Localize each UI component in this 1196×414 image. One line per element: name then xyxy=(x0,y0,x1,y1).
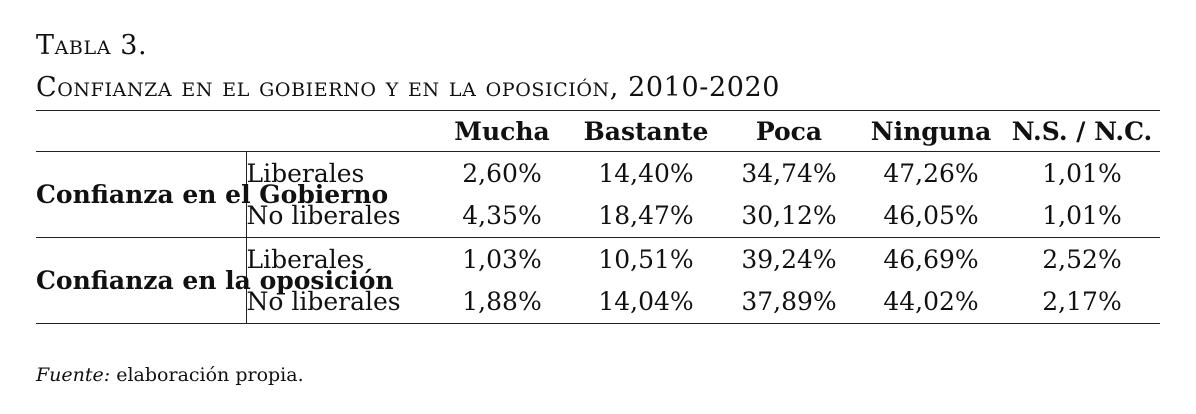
column-header: Bastante xyxy=(583,116,709,146)
table-row xyxy=(36,152,1160,195)
row-label: No liberales xyxy=(246,201,401,231)
table-cell: 1,03% xyxy=(462,244,542,274)
row-label: No liberales xyxy=(246,287,401,317)
table-cell: 2,17% xyxy=(1042,287,1122,317)
table-cell: 4,35% xyxy=(462,201,542,231)
confidence-table xyxy=(36,110,1160,324)
header-empty-sub xyxy=(246,111,432,152)
table-cell: 14,04% xyxy=(598,287,694,317)
table-cell: 10,51% xyxy=(598,244,694,274)
table-cell: 39,24% xyxy=(741,244,837,274)
column-header: Ninguna xyxy=(870,116,992,146)
table-cell: 1,01% xyxy=(1042,201,1122,231)
table-cell: 34,74% xyxy=(741,158,837,188)
row-label: Liberales xyxy=(246,244,365,274)
table-number: Tabla 3. xyxy=(36,30,148,61)
column-header: Poca xyxy=(755,116,823,146)
table-cell: 30,12% xyxy=(741,201,837,231)
table-cell: 47,26% xyxy=(883,158,979,188)
table-cell: 46,05% xyxy=(883,201,979,231)
table-cell: 37,89% xyxy=(741,287,837,317)
table-cell: 44,02% xyxy=(883,287,979,317)
header-empty-group xyxy=(36,111,246,152)
header-row xyxy=(36,111,1160,152)
source-note xyxy=(36,364,304,386)
table-cell: 14,40% xyxy=(598,158,694,188)
table-cell: 2,60% xyxy=(462,158,542,188)
row-group-label: Confianza en el Gobierno xyxy=(36,152,246,238)
table-cell: 1,01% xyxy=(1042,158,1122,188)
table-cell: 18,47% xyxy=(598,201,694,231)
table-title: Confianza en el gobierno y en la oposición, 2010-2020 xyxy=(36,72,781,103)
column-header: N.S. / N.C. xyxy=(1011,116,1153,146)
table-cell: 2,52% xyxy=(1042,244,1122,274)
table-cell: 1,88% xyxy=(462,287,542,317)
source-label: Fuente: xyxy=(36,364,111,386)
table-cell: 46,69% xyxy=(883,244,979,274)
table-row xyxy=(36,238,1160,281)
row-group-label: Confianza en la oposición xyxy=(36,238,246,324)
row-label: Liberales xyxy=(246,158,365,188)
column-header: Mucha xyxy=(454,116,550,146)
source-text: elaboración propia. xyxy=(116,364,304,386)
